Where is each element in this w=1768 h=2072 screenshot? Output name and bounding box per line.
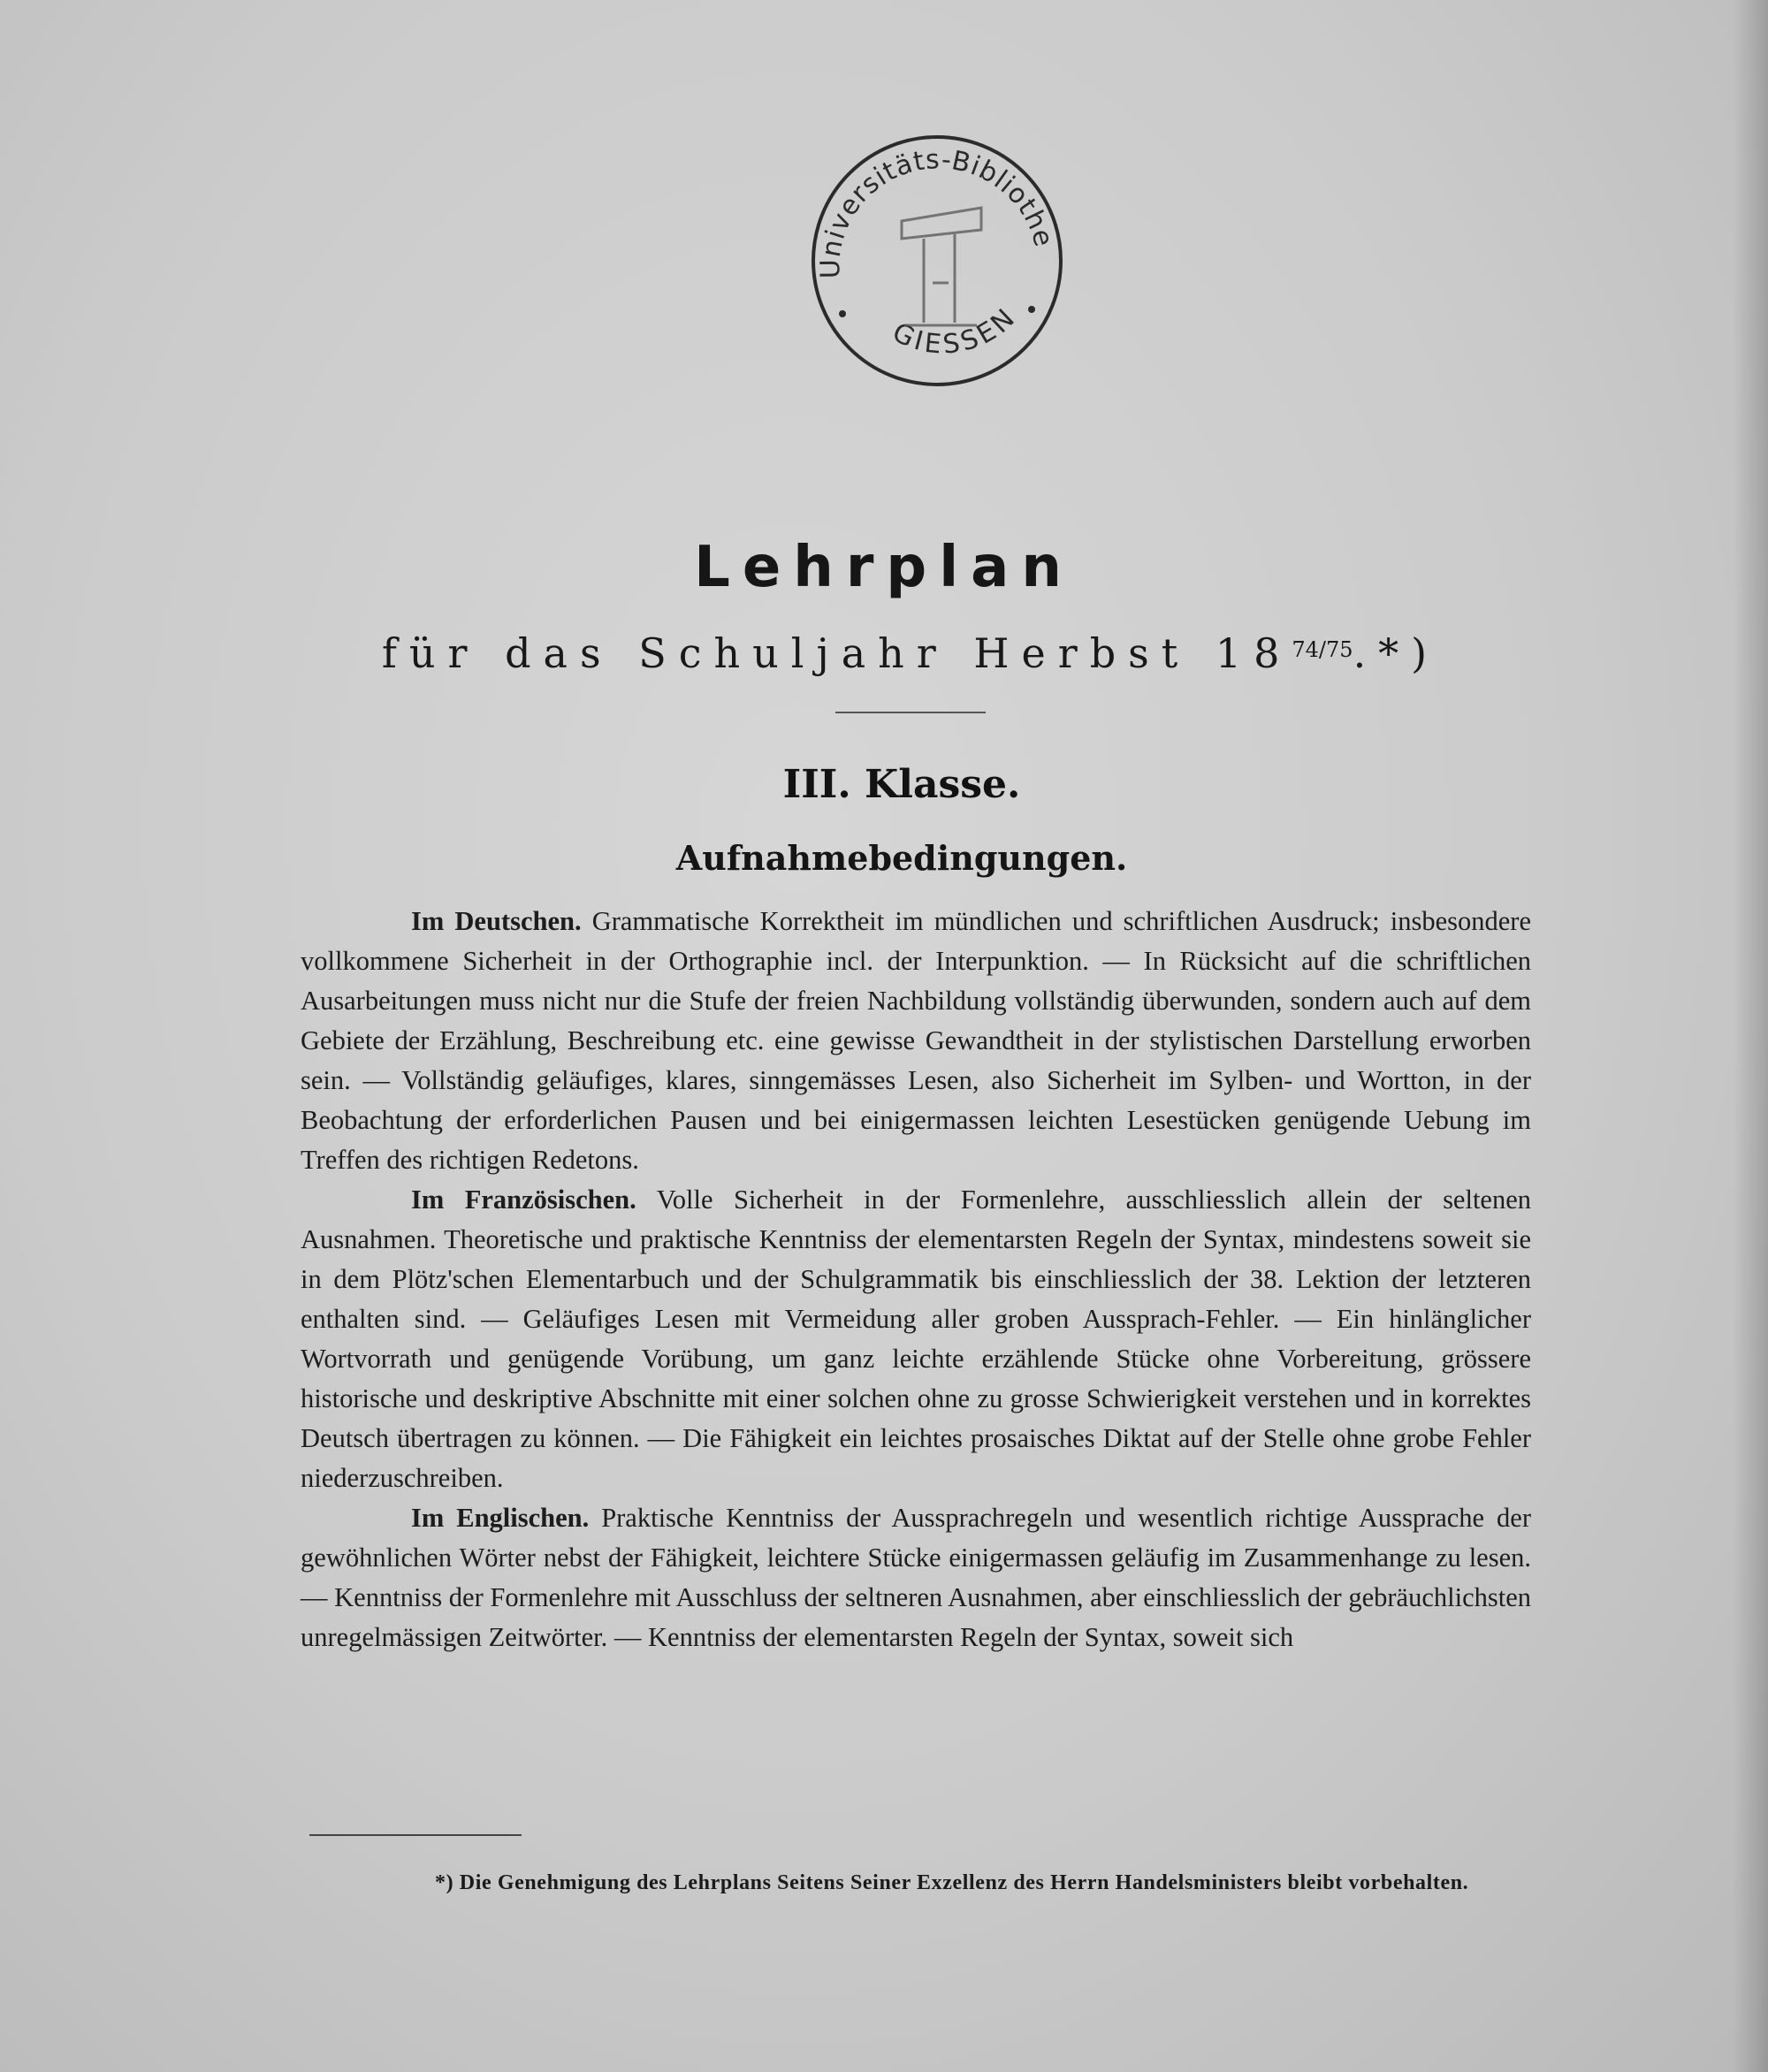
paragraph-text: Volle Sicherheit in der Formenlehre, ausschliesslich allein der seltenen Ausnahmen. Theoretische und praktische Kenntniss der elementarsten Regeln der Syntax, mindestens soweit sie in dem Plötz'schen Elementarbuch und der Schulgrammatik bis einschliesslich der 38. Lektion der letzteren enthalten sind. — Geläufiges Lesen mit Vermeidung aller groben Aussprach-Fehler. — Ein hinlänglicher Wortvorrath und genügende Vorübung, um ganz leichte erzählende Stücke ohne Vorbereitung, grössere historische und deskriptive Abschnitte mit einer solchen ohne zu grosse Schwierigkeit verstehen und in korrektes Deutsch übertragen zu können. — Die Fähigkeit ein leichtes prosaisches Diktat auf der Stelle ohne grobe Fehler niederzuschreiben. <box>301 1185 1531 1493</box>
subtitle-footnote-marker: .*) <box>1353 629 1440 677</box>
paragraph-text: Grammatische Korrektheit im mündlichen und schriftlichen Ausdruck; insbesondere vollkommene Sicherheit in der Orthographie incl. der Interpunktion. — In Rücksicht auf die schriftlichen Ausarbeitungen muss nicht nur die Stufe der freien Nachbildung vollständig überwunden, sondern auch auf dem Gebiete der Erzählung, Beschreibung etc. eine gewisse Gewandtheit in der stylistischen Darstellung erworben sein. — Vollständig geläufiges, klares, sinngemässes Lesen, also Sicherheit im Sylben- und Wortton, in der Beobachtung der erforderlichen Pausen und bei einigermassen leichten Lesestücken genügende Uebung im Treffen des richtigen Redetons. <box>301 906 1531 1175</box>
paragraph-englisch <box>301 1498 1531 1657</box>
page-edge-shadow <box>1733 0 1768 2072</box>
subtitle-fraction: 74/75 <box>1292 637 1353 662</box>
paragraph-text: Praktische Kenntniss der Aussprachregeln und wesentlich richtige Aussprache der gewöhnlichen Wörter nebst der Fähigkeit, leichtere Stücke einigermassen geläufig im Zusammenhange zu lesen. — Kenntniss der Formenlehre mit Ausschluss der seltneren Ausnahmen, aber einschliesslich der gebräuchlichsten unregelmässigen Zeitwörter. — Kenntniss der elementarsten Regeln der Syntax, soweit sich <box>301 1503 1531 1652</box>
subtitle-main: für das Schuljahr Herbst 18 <box>381 629 1292 677</box>
svg-text:Universitäts-Bibliothek <box>800 124 1059 278</box>
paragraph-deutsch <box>301 902 1531 1180</box>
footnote-divider <box>309 1834 522 1836</box>
library-stamp <box>800 124 1074 398</box>
stamp-text-top: Universitäts-Bibliothe <box>815 144 1060 279</box>
paragraph-lead: Im Englischen. <box>411 1503 590 1533</box>
paragraph-lead: Im Französischen. <box>411 1185 636 1215</box>
title-divider <box>835 712 986 713</box>
paragraph-franzoesisch <box>301 1180 1531 1498</box>
paragraph-lead: Im Deutschen. <box>411 906 582 936</box>
stamp-text-bottom: GIESSEN <box>888 301 1024 361</box>
page-subtitle <box>0 629 1768 677</box>
class-heading: III. Klasse. <box>782 762 1021 807</box>
page-title: Lehrplan <box>694 535 1074 600</box>
section-heading: Aufnahmebedingungen. <box>675 838 1128 878</box>
footnote: *) Die Genehmigung des Lehrplans Seitens Seiner Exzellenz des Herrn Handelsministers bleibt vorbehalten. <box>435 1871 1469 1894</box>
body-text <box>301 902 1531 1657</box>
